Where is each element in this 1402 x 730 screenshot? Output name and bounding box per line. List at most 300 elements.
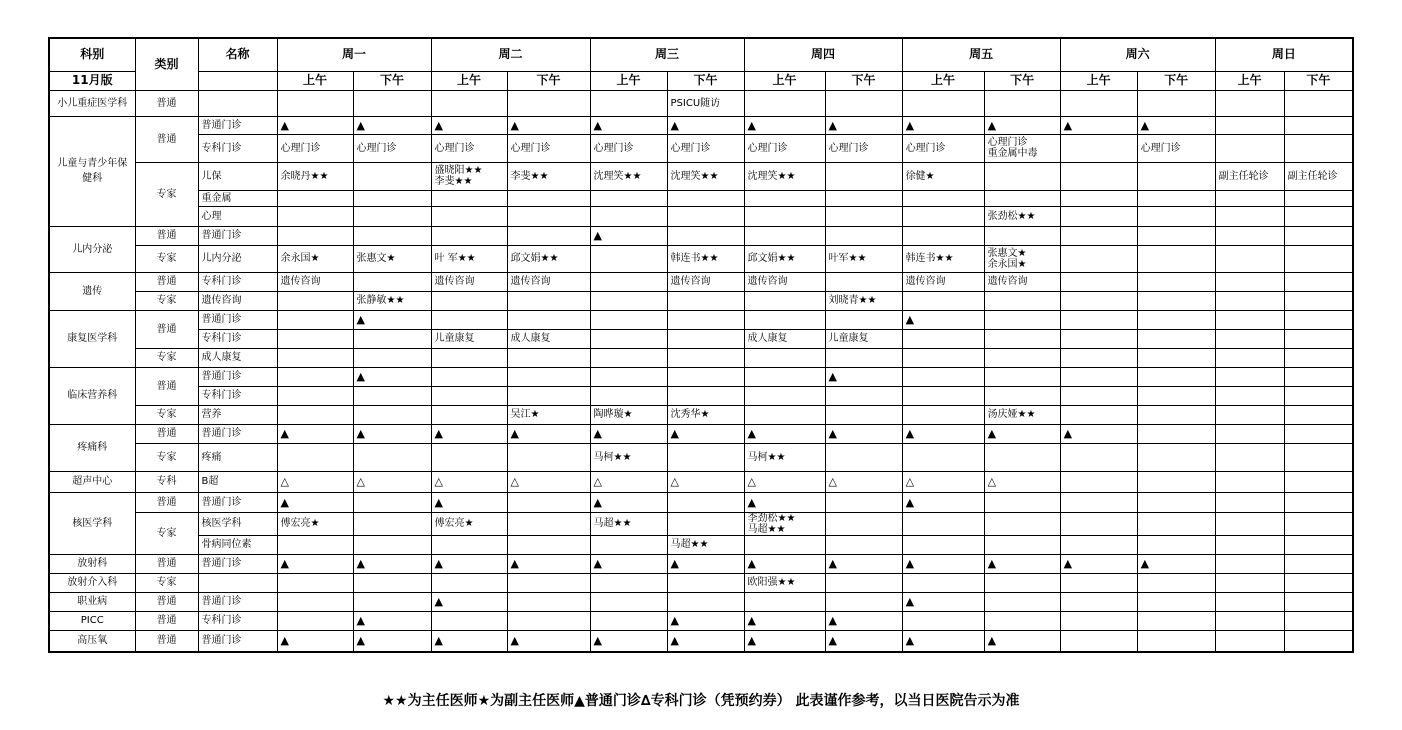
slot-cell — [1284, 291, 1353, 310]
slot-cell — [277, 206, 353, 226]
slot-cell — [1284, 226, 1353, 245]
slot-cell — [1137, 272, 1215, 291]
slot-cell — [1284, 492, 1353, 512]
schedule-row — [49, 443, 1353, 471]
slot-cell — [1060, 206, 1137, 226]
slot-cell — [1137, 310, 1215, 329]
slot-cell: ▲ — [507, 116, 590, 134]
schedule-row — [49, 611, 1353, 630]
type-cell: 普通 — [135, 492, 198, 512]
slot-cell — [1284, 443, 1353, 471]
slot-cell — [1137, 162, 1215, 190]
type-cell: 普通 — [135, 611, 198, 630]
schedule-row — [49, 134, 1353, 162]
slot-cell — [825, 190, 902, 206]
clinic-name-cell: 成人康复 — [198, 348, 277, 367]
slot-cell — [590, 329, 667, 348]
slot-cell: 张静敏★★ — [353, 291, 431, 310]
clinic-name-cell: 专科门诊 — [198, 272, 277, 291]
header-version: 11月版 — [49, 71, 135, 90]
slot-cell — [984, 291, 1060, 310]
slot-cell — [1215, 116, 1284, 134]
schedule-row — [49, 291, 1353, 310]
slot-cell — [902, 329, 984, 348]
slot-cell — [1137, 386, 1215, 405]
dept-cell: 康复医学科 — [49, 310, 135, 367]
clinic-name-cell: 普通门诊 — [198, 367, 277, 386]
slot-cell — [1060, 630, 1137, 652]
schedule-row — [49, 592, 1353, 611]
slot-cell — [353, 443, 431, 471]
slot-cell: ▲ — [984, 554, 1060, 573]
clinic-name-cell: 营养 — [198, 405, 277, 424]
slot-cell — [1284, 471, 1353, 492]
slot-cell — [1215, 471, 1284, 492]
slot-cell — [353, 592, 431, 611]
slot-cell — [1060, 272, 1137, 291]
slot-cell — [984, 512, 1060, 535]
schedule-row — [49, 206, 1353, 226]
slot-cell: 成人康复 — [744, 329, 825, 348]
slot-cell: ▲ — [353, 116, 431, 134]
slot-cell — [507, 592, 590, 611]
slot-cell — [1215, 245, 1284, 272]
slot-cell — [667, 329, 744, 348]
slot-cell — [984, 611, 1060, 630]
type-cell: 专家 — [135, 405, 198, 424]
slot-cell — [590, 592, 667, 611]
slot-cell — [1060, 310, 1137, 329]
slot-cell — [507, 512, 590, 535]
slot-cell: 心理门诊 — [431, 134, 507, 162]
slot-cell: ▲ — [667, 611, 744, 630]
slot-cell: ▲ — [984, 116, 1060, 134]
clinic-name-cell: 儿保 — [198, 162, 277, 190]
slot-cell — [277, 405, 353, 424]
slot-cell — [902, 348, 984, 367]
slot-cell — [590, 310, 667, 329]
slot-cell — [667, 206, 744, 226]
slot-cell: △ — [507, 471, 590, 492]
slot-cell — [507, 206, 590, 226]
slot-cell: 邱文娟★★ — [744, 245, 825, 272]
clinic-name-cell — [198, 573, 277, 592]
slot-cell: ▲ — [825, 116, 902, 134]
slot-cell: ▲ — [902, 554, 984, 573]
header-pm: 下午 — [1284, 71, 1353, 90]
slot-cell — [1215, 310, 1284, 329]
clinic-name-cell: 儿内分泌 — [198, 245, 277, 272]
slot-cell: ▲ — [277, 630, 353, 652]
slot-cell: △ — [902, 471, 984, 492]
slot-cell: ▲ — [667, 424, 744, 443]
slot-cell — [1060, 611, 1137, 630]
header-name: 名称 — [198, 38, 277, 71]
clinic-name-cell: 普通门诊 — [198, 592, 277, 611]
slot-cell — [431, 573, 507, 592]
schedule-row — [49, 116, 1353, 134]
slot-cell — [1137, 630, 1215, 652]
slot-cell: ▲ — [507, 630, 590, 652]
slot-cell — [1137, 492, 1215, 512]
slot-cell: ▲ — [984, 424, 1060, 443]
slot-cell — [667, 226, 744, 245]
slot-cell — [1137, 573, 1215, 592]
slot-cell — [825, 348, 902, 367]
slot-cell — [1215, 573, 1284, 592]
clinic-name-cell: 专科门诊 — [198, 134, 277, 162]
type-cell: 普通 — [135, 116, 198, 162]
schedule-row — [49, 348, 1353, 367]
slot-cell — [1215, 367, 1284, 386]
slot-cell: 欧阳强★★ — [744, 573, 825, 592]
slot-cell — [1060, 592, 1137, 611]
slot-cell — [1060, 367, 1137, 386]
slot-cell — [277, 535, 353, 554]
slot-cell: ▲ — [902, 310, 984, 329]
slot-cell — [744, 535, 825, 554]
slot-cell: ▲ — [431, 424, 507, 443]
header-pm: 下午 — [825, 71, 902, 90]
slot-cell: ▲ — [431, 116, 507, 134]
clinic-name-cell: 普通门诊 — [198, 310, 277, 329]
slot-cell — [1284, 245, 1353, 272]
slot-cell — [1137, 329, 1215, 348]
slot-cell — [1215, 535, 1284, 554]
slot-cell — [825, 405, 902, 424]
slot-cell — [1215, 611, 1284, 630]
slot-cell: △ — [277, 471, 353, 492]
slot-cell: ▲ — [902, 492, 984, 512]
slot-cell: 马柯★★ — [744, 443, 825, 471]
slot-cell — [353, 512, 431, 535]
slot-cell — [744, 291, 825, 310]
slot-cell — [277, 573, 353, 592]
slot-cell — [1215, 424, 1284, 443]
slot-cell: ▲ — [353, 630, 431, 652]
slot-cell — [277, 90, 353, 116]
slot-cell: 盛晓阳★★ 李斐★★ — [431, 162, 507, 190]
slot-cell — [667, 310, 744, 329]
schedule-row — [49, 573, 1353, 592]
slot-cell — [1215, 405, 1284, 424]
slot-cell — [1284, 206, 1353, 226]
slot-cell — [1060, 329, 1137, 348]
type-cell: 普通 — [135, 592, 198, 611]
slot-cell: ▲ — [431, 492, 507, 512]
slot-cell: 成人康复 — [507, 329, 590, 348]
schedule-row — [49, 630, 1353, 652]
slot-cell — [825, 492, 902, 512]
clinic-name-cell: 核医学科 — [198, 512, 277, 535]
clinic-name-cell: 普通门诊 — [198, 630, 277, 652]
slot-cell — [744, 90, 825, 116]
type-cell: 专家 — [135, 245, 198, 272]
slot-cell — [984, 492, 1060, 512]
slot-cell — [353, 573, 431, 592]
slot-cell — [1284, 190, 1353, 206]
slot-cell: 叶军★★ — [825, 245, 902, 272]
slot-cell: 马超★★ — [667, 535, 744, 554]
slot-cell — [1215, 554, 1284, 573]
slot-cell: ▲ — [431, 592, 507, 611]
type-cell: 普通 — [135, 272, 198, 291]
slot-cell — [431, 405, 507, 424]
slot-cell — [590, 535, 667, 554]
clinic-name-cell: 专科门诊 — [198, 611, 277, 630]
slot-cell — [825, 592, 902, 611]
slot-cell — [353, 386, 431, 405]
header-type: 类别 — [135, 38, 198, 90]
slot-cell — [984, 592, 1060, 611]
slot-cell — [902, 190, 984, 206]
slot-cell: ▲ — [744, 554, 825, 573]
slot-cell: 沈理笑★★ — [590, 162, 667, 190]
slot-cell: 徐健★ — [902, 162, 984, 190]
slot-cell — [1215, 348, 1284, 367]
slot-cell: ▲ — [353, 611, 431, 630]
slot-cell: 余晓丹★★ — [277, 162, 353, 190]
slot-cell — [667, 291, 744, 310]
clinic-name-cell: 普通门诊 — [198, 116, 277, 134]
slot-cell: 心理门诊 — [277, 134, 353, 162]
slot-cell — [277, 386, 353, 405]
slot-cell: ▲ — [277, 492, 353, 512]
slot-cell — [825, 512, 902, 535]
dept-cell: 儿童与青少年保健科 — [49, 116, 135, 226]
slot-cell — [590, 206, 667, 226]
slot-cell — [590, 272, 667, 291]
slot-cell — [1060, 134, 1137, 162]
header-pm: 下午 — [1137, 71, 1215, 90]
slot-cell: 陶晔璇★ — [590, 405, 667, 424]
clinic-name-cell — [198, 90, 277, 116]
slot-cell — [984, 573, 1060, 592]
slot-cell — [353, 348, 431, 367]
slot-cell: ▲ — [353, 554, 431, 573]
slot-cell: 心理门诊 — [744, 134, 825, 162]
slot-cell: △ — [353, 471, 431, 492]
slot-cell — [744, 310, 825, 329]
slot-cell — [984, 367, 1060, 386]
type-cell: 专家 — [135, 348, 198, 367]
clinic-name-cell: 专科门诊 — [198, 329, 277, 348]
header-am: 上午 — [590, 71, 667, 90]
slot-cell — [1137, 190, 1215, 206]
header-day-thu: 周四 — [744, 38, 902, 71]
slot-cell — [431, 386, 507, 405]
schedule-row — [49, 162, 1353, 190]
clinic-name-cell: 重金属 — [198, 190, 277, 206]
slot-cell — [1060, 291, 1137, 310]
slot-cell — [902, 512, 984, 535]
slot-cell: 沈理笑★★ — [667, 162, 744, 190]
slot-cell: 叶 军★★ — [431, 245, 507, 272]
slot-cell: ▲ — [744, 492, 825, 512]
slot-cell: ▲ — [744, 630, 825, 652]
slot-cell — [1137, 512, 1215, 535]
slot-cell: 刘晓青★★ — [825, 291, 902, 310]
slot-cell — [1284, 367, 1353, 386]
slot-cell: 邱文娟★★ — [507, 245, 590, 272]
slot-cell — [431, 611, 507, 630]
slot-cell: 吴江★ — [507, 405, 590, 424]
slot-cell: PSICU随访 — [667, 90, 744, 116]
header-dept: 科别 — [49, 38, 135, 71]
slot-cell — [1060, 386, 1137, 405]
slot-cell — [902, 405, 984, 424]
slot-cell: ▲ — [1060, 424, 1137, 443]
slot-cell: 副主任轮诊 — [1284, 162, 1353, 190]
slot-cell — [825, 386, 902, 405]
header-row-days — [49, 38, 1353, 71]
slot-cell — [1215, 386, 1284, 405]
schedule-row — [49, 367, 1353, 386]
clinic-name-cell: 普通门诊 — [198, 226, 277, 245]
slot-cell: 遗传咨询 — [902, 272, 984, 291]
slot-cell — [353, 162, 431, 190]
dept-cell: 疼痛科 — [49, 424, 135, 471]
slot-cell: 汤庆娅★★ — [984, 405, 1060, 424]
slot-cell: ▲ — [902, 116, 984, 134]
slot-cell: 沈理笑★★ — [744, 162, 825, 190]
slot-cell — [744, 226, 825, 245]
slot-cell — [1060, 162, 1137, 190]
header-row-halfday — [49, 71, 1353, 90]
slot-cell — [1284, 512, 1353, 535]
slot-cell — [1215, 272, 1284, 291]
slot-cell — [902, 226, 984, 245]
slot-cell — [353, 329, 431, 348]
schedule-row — [49, 535, 1353, 554]
slot-cell — [825, 90, 902, 116]
slot-cell — [277, 310, 353, 329]
header-pm: 下午 — [667, 71, 744, 90]
slot-cell: ▲ — [1137, 554, 1215, 573]
slot-cell: ▲ — [825, 630, 902, 652]
slot-cell — [1284, 310, 1353, 329]
slot-cell — [667, 592, 744, 611]
slot-cell — [984, 386, 1060, 405]
slot-cell: ▲ — [590, 492, 667, 512]
slot-cell — [1284, 386, 1353, 405]
slot-cell — [431, 535, 507, 554]
header-am: 上午 — [1215, 71, 1284, 90]
outpatient-schedule-table — [48, 37, 1354, 653]
slot-cell — [1137, 535, 1215, 554]
slot-cell — [667, 512, 744, 535]
slot-cell: 傅宏亮★ — [431, 512, 507, 535]
slot-cell — [825, 310, 902, 329]
slot-cell — [984, 443, 1060, 471]
slot-cell — [1284, 573, 1353, 592]
slot-cell: ▲ — [353, 424, 431, 443]
slot-cell — [1060, 535, 1137, 554]
slot-cell: ▲ — [431, 630, 507, 652]
slot-cell: 心理门诊 — [667, 134, 744, 162]
slot-cell — [1284, 535, 1353, 554]
slot-cell: ▲ — [590, 424, 667, 443]
slot-cell — [667, 190, 744, 206]
slot-cell — [1060, 573, 1137, 592]
slot-cell: ▲ — [277, 116, 353, 134]
slot-cell: ▲ — [277, 554, 353, 573]
slot-cell: △ — [667, 471, 744, 492]
slot-cell — [1215, 329, 1284, 348]
slot-cell — [1060, 348, 1137, 367]
slot-cell — [353, 226, 431, 245]
slot-cell — [1284, 424, 1353, 443]
dept-cell: 高压氧 — [49, 630, 135, 652]
slot-cell — [744, 367, 825, 386]
slot-cell — [590, 291, 667, 310]
slot-cell: △ — [590, 471, 667, 492]
slot-cell: ▲ — [825, 554, 902, 573]
slot-cell: ▲ — [825, 424, 902, 443]
slot-cell: △ — [744, 471, 825, 492]
slot-cell: 余永国★ — [277, 245, 353, 272]
slot-cell: 遗传咨询 — [431, 272, 507, 291]
slot-cell — [984, 310, 1060, 329]
slot-cell — [902, 443, 984, 471]
slot-cell: ▲ — [590, 554, 667, 573]
schedule-row — [49, 226, 1353, 245]
header-day-fri: 周五 — [902, 38, 1060, 71]
slot-cell — [984, 348, 1060, 367]
type-cell: 普通 — [135, 90, 198, 116]
slot-cell — [1215, 630, 1284, 652]
slot-cell — [1060, 405, 1137, 424]
type-cell: 专家 — [135, 512, 198, 554]
slot-cell: 副主任轮诊 — [1215, 162, 1284, 190]
slot-cell: ▲ — [825, 611, 902, 630]
slot-cell — [902, 573, 984, 592]
slot-cell — [667, 573, 744, 592]
slot-cell: 儿童康复 — [431, 329, 507, 348]
slot-cell — [353, 190, 431, 206]
dept-cell: 职业病 — [49, 592, 135, 611]
header-pm: 下午 — [353, 71, 431, 90]
slot-cell — [1137, 348, 1215, 367]
clinic-name-cell: 骨病同位素 — [198, 535, 277, 554]
slot-cell — [825, 535, 902, 554]
slot-cell — [667, 348, 744, 367]
dept-cell: 小儿重症医学科 — [49, 90, 135, 116]
slot-cell — [1215, 592, 1284, 611]
schedule-row — [49, 554, 1353, 573]
slot-cell — [1137, 405, 1215, 424]
header-am: 上午 — [744, 71, 825, 90]
slot-cell — [1060, 471, 1137, 492]
slot-cell — [507, 190, 590, 206]
clinic-name-cell: 普通门诊 — [198, 554, 277, 573]
slot-cell — [744, 592, 825, 611]
slot-cell — [1215, 90, 1284, 116]
slot-cell — [1137, 611, 1215, 630]
slot-cell — [825, 443, 902, 471]
slot-cell — [667, 367, 744, 386]
slot-cell — [507, 226, 590, 245]
slot-cell: ▲ — [667, 116, 744, 134]
slot-cell — [1060, 226, 1137, 245]
slot-cell — [984, 190, 1060, 206]
clinic-name-cell: 普通门诊 — [198, 424, 277, 443]
slot-cell — [1284, 611, 1353, 630]
slot-cell: 儿童康复 — [825, 329, 902, 348]
slot-cell — [353, 535, 431, 554]
slot-cell — [1060, 245, 1137, 272]
slot-cell: 傅宏亮★ — [277, 512, 353, 535]
